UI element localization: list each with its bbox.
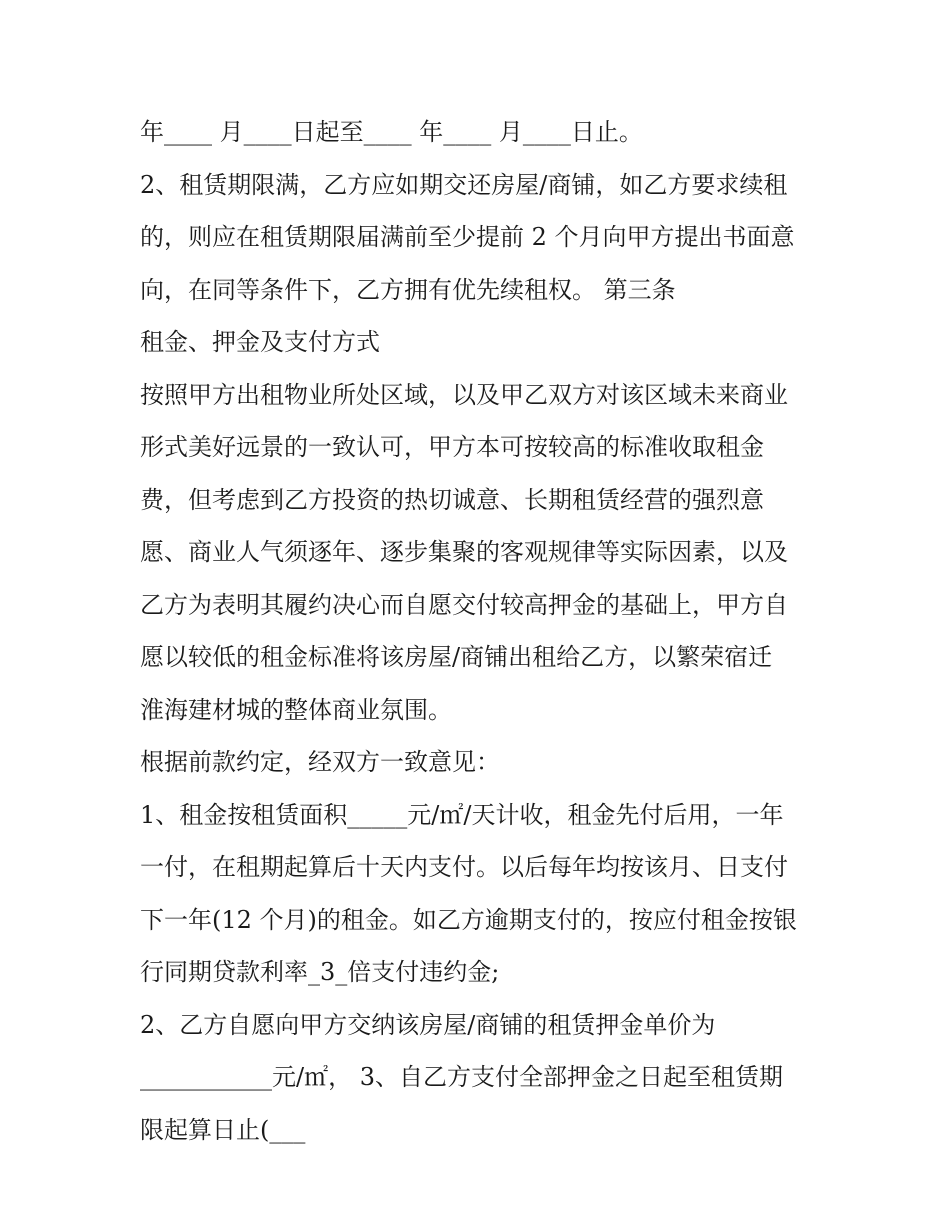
text-line: 的，则应在租赁期限届满前至少提前 2 个月向甲方提出书面意: [140, 223, 795, 251]
text-line: 2、租赁期限满，乙方应如期交还房屋/商铺，如乙方要求续租: [140, 170, 788, 199]
text-line: 淮海建材城的整体商业氛围。: [140, 695, 452, 724]
text-line: 愿、商业人气须逐年、逐步集聚的客观规律等实际因素，以及: [140, 538, 788, 566]
text-line: 下一年(12 个月)的租金。如乙方逾期支付的，按应付租金按银: [140, 905, 797, 934]
section-heading: 租金、押金及支付方式: [140, 328, 380, 356]
text-line: 年____ 月____日起至____ 年____ 月____日止。: [140, 118, 643, 146]
contract-text: [140, 106, 830, 1156]
text-line: 1、租金按租赁面积_____元/㎡/天计收，租金先付后用，一年: [140, 800, 784, 829]
text-line: 乙方为表明其履约决心而自愿交付较高押金的基础上，甲方自: [140, 590, 788, 619]
text-line: ___________元/㎡， 3、自乙方支付全部押金之日起至租赁期: [140, 1063, 783, 1091]
text-line: 向，在同等条件下，乙方拥有优先续租权。 第三条: [140, 275, 676, 304]
text-line: 愿以较低的租金标准将该房屋/商铺出租给乙方，以繁荣宿迁: [140, 643, 773, 671]
text-line: 行同期贷款利率_3_倍支付违约金;: [140, 958, 500, 986]
text-line: 按照甲方出租物业所处区域，以及甲乙双方对该区域未来商业: [140, 380, 788, 409]
text-line: 2、乙方自愿向甲方交纳该房屋/商铺的租赁押金单价为: [140, 1010, 716, 1039]
text-line: 费，但考虑到乙方投资的热切诚意、长期租赁经营的强烈意: [140, 485, 764, 514]
text-line: 一付，在租期起算后十天内支付。以后每年均按该月、日支付: [140, 853, 788, 881]
text-line: 限起算日止(___: [140, 1115, 306, 1144]
text-line: 形式美好远景的一致认可，甲方本可按较高的标准收取租金: [140, 433, 764, 461]
text-line: 根据前款约定，经双方一致意见：: [140, 748, 500, 776]
